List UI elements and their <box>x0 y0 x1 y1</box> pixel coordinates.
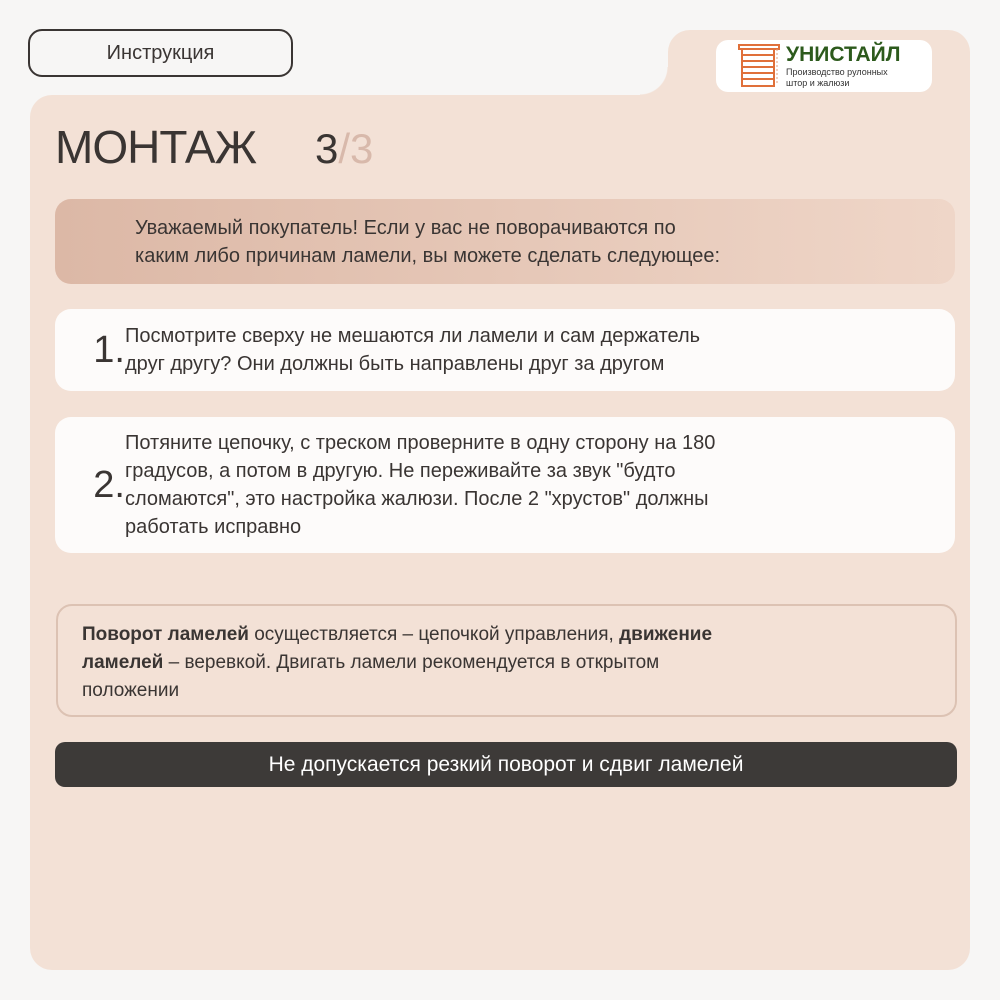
intro-box: Уважаемый покупатель! Если у вас не поворачиваются по каким либо причинам ламели, вы можете сделать следующее: <box>55 199 955 284</box>
step-number: 1. <box>93 328 125 371</box>
page-indicator: 3/3 <box>315 125 374 172</box>
logo <box>716 40 932 92</box>
step-number: 2. <box>93 463 125 506</box>
step-text: Потяните цепочку, с треском проверните в одну сторону на 180 градусов, а потом в другую. Не переживайте за звук "будто сломаются", это настройка жалюзи. После 2 "хрустов" должны работать исправно <box>125 432 716 538</box>
blinds-icon <box>738 44 780 88</box>
step-card <box>55 417 955 553</box>
logo-subtitle: Производство рулонных штор и жалюзи <box>786 66 888 88</box>
note-box: Поворот ламелей осуществляется – цепочкой управления, движение ламелей – веревкой. Двигать ламели рекомендуется в открытом положении <box>56 604 957 717</box>
logo-brand: УНИСТАЙЛ <box>786 42 901 66</box>
page-title: МОНТАЖ <box>55 121 257 173</box>
step-card <box>55 309 955 391</box>
instruction-tag-label: Инструкция <box>106 41 215 64</box>
instruction-tag <box>28 29 293 77</box>
warning-bar: Не допускается резкий поворот и сдвиг ламелей <box>55 742 957 787</box>
step-text: Посмотрите сверху не мешаются ли ламели и сам держатель друг другу? Они должны быть направлены друг за другом <box>125 325 701 375</box>
panel-corner <box>640 67 668 95</box>
